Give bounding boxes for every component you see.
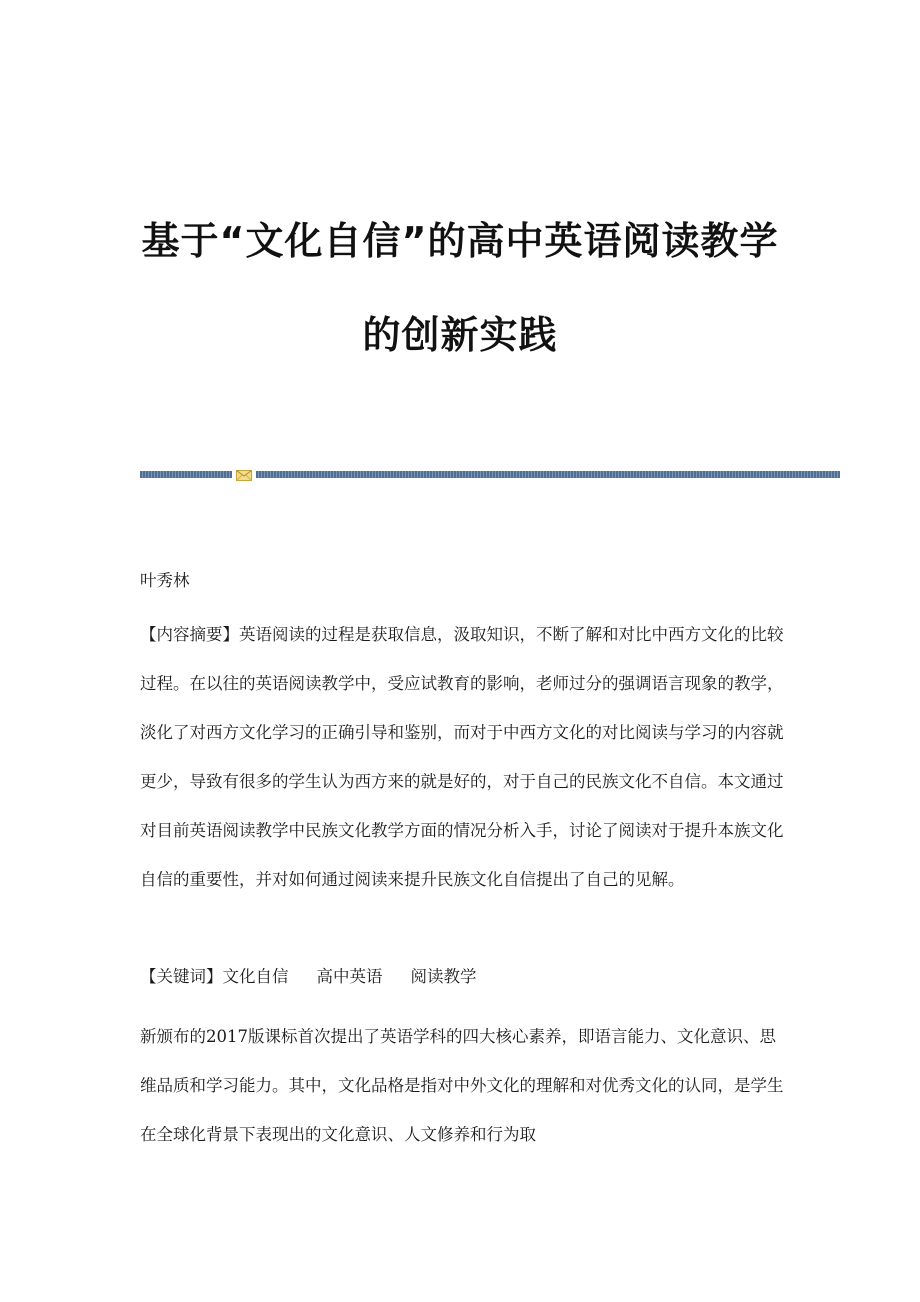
author-name: 叶秀林: [140, 571, 190, 590]
abstract-text: 英语阅读的过程是获取信息，汲取知识，不断了解和对比中西方文化的比较过程。在以往的英语阅读教学中，受应试教育的影响，老师过分的强调语言现象的教学，淡化了对西方文化学习的正确引导和鉴别，而对于中西方文化的对比阅读与学习的内容就更少，导致有很多的学生认为西方来的就是好的，对于自己的民族文化不自信。本文通过对目前英语阅读教学中民族文化教学方面的情况分析入手，讨论了阅读对于提升本族文化自信的重要性，并对如何通过阅读来提升民族文化自信提出了自己的见解。: [140, 625, 784, 889]
page-title-line-2: 的创新实践: [362, 313, 558, 357]
title-divider: [140, 470, 840, 479]
divider-bar-right: [256, 471, 840, 478]
keywords-line: [140, 952, 785, 1001]
keyword-item: 高中英语: [316, 967, 383, 986]
abstract-label: 【内容摘要】: [140, 625, 239, 644]
page-title-line-1: 基于“文化自信”的高中英语阅读教学: [141, 219, 779, 263]
envelope-emblem-icon: [236, 470, 252, 481]
abstract-paragraph: [140, 610, 785, 904]
keyword-item: 阅读教学: [410, 967, 477, 986]
body-paragraph: 新颁布的2017版课标首次提出了英语学科的四大核心素养，即语言能力、文化意识、思维品质和学习能力。其中，文化品格是指对中外文化的理解和对优秀文化的认同，是学生在全球化背景下表现出的文化意识、人文修养和行为取: [140, 1027, 784, 1144]
keyword-item: 文化自信: [222, 967, 289, 986]
divider-bar-left: [140, 471, 232, 478]
keywords-label: 【关键词】: [140, 967, 223, 986]
